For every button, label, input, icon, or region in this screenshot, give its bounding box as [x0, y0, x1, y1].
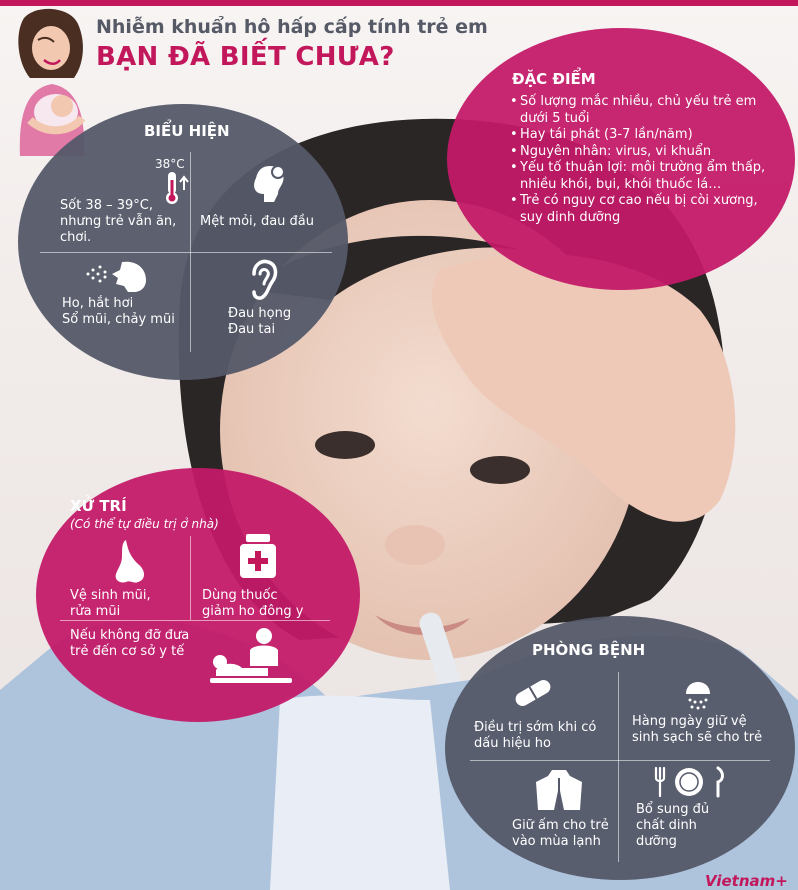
title-subheading: Nhiễm khuẩn hô hấp cấp tính trẻ em — [96, 16, 488, 38]
prevention-nutrition — [636, 802, 709, 850]
list-item: • Nguyên nhân: virus, vi khuẩn — [510, 144, 780, 161]
divider — [470, 760, 770, 761]
list-item: • Hay tái phát (3-7 lần/năm) — [510, 127, 780, 144]
symptom-fever-line1: Sốt 38 – 39°C, — [60, 198, 153, 213]
treatment-doctor-line1: Nếu không đỡ đưa — [70, 628, 190, 643]
symptom-sore-throat — [228, 306, 291, 338]
prevention-heading: PHÒNG BỆNH — [532, 641, 646, 659]
symptom-fever-line2: nhưng trẻ vẫn ăn, — [60, 214, 177, 229]
divider — [618, 672, 619, 862]
treatment-medicine-line2: giảm ho đông y — [202, 604, 304, 619]
symptoms-heading: BIỂU HIỆN — [144, 122, 230, 140]
doctor-patient-icon — [206, 626, 296, 688]
prevention-early-line1: Điều trị sớm khi có — [474, 720, 597, 735]
divider — [40, 252, 332, 253]
temperature-label: 38°C — [155, 157, 185, 171]
symptom-cough-line2: Sổ mũi, chảy mũi — [62, 312, 175, 327]
symptom-fever — [60, 198, 176, 246]
treatment-heading: XỬ TRÍ — [70, 497, 127, 515]
list-item: • Số lượng mắc nhiều, chủ yếu trẻ em dưới 5 tuổi — [510, 94, 780, 127]
brand-logo: Vietnam+ — [705, 872, 788, 890]
treatment-doctor-line2: trẻ đến cơ sở y tế — [70, 644, 185, 659]
treatment-note: (Có thể tự điều trị ở nhà) — [70, 517, 219, 531]
prevention-nutrition-line2: chất dinh — [636, 818, 697, 833]
prevention-warm — [512, 818, 609, 850]
ear-icon — [246, 258, 278, 300]
prevention-hygiene-line2: sinh sạch sẽ cho trẻ — [632, 730, 763, 745]
treatment-doctor — [70, 628, 189, 660]
treatment-nose-line2: rửa mũi — [70, 604, 121, 619]
prevention-early-line2: dấu hiệu ho — [474, 736, 552, 751]
list-item: • Trẻ có nguy cơ cao nếu bị còi xương, suy dinh dưỡng — [510, 193, 780, 226]
treatment-medicine-line1: Dùng thuốc — [202, 588, 278, 603]
characteristics-list — [510, 94, 780, 226]
prevention-early — [474, 720, 596, 752]
pill-icon — [510, 680, 556, 706]
treatment-medicine — [202, 588, 303, 620]
prevention-hygiene-line1: Hàng ngày giữ vệ — [632, 714, 747, 729]
treatment-nose-line1: Vệ sinh mũi, — [70, 588, 151, 603]
symptom-fever-line3: chơi. — [60, 230, 92, 245]
divider — [190, 536, 191, 620]
symptom-cough-line1: Ho, hắt hơi — [62, 296, 134, 311]
list-item: • Yếu tố thuận lợi: môi trường ẩm thấp, nhiều khói, bụi, khói thuốc lá… — [510, 160, 780, 193]
divider — [60, 620, 330, 621]
symptom-sore-throat-line1: Đau họng — [228, 306, 292, 321]
prevention-nutrition-line1: Bổ sung đủ — [636, 802, 710, 817]
prevention-nutrition-line3: dưỡng — [636, 834, 677, 849]
prevention-warm-line2: vào mùa lạnh — [512, 834, 601, 849]
symptom-cough — [62, 296, 175, 328]
symptom-sore-throat-line2: Đau tai — [228, 322, 276, 337]
treatment-nose — [70, 588, 151, 620]
title-heading: BẠN ĐÃ BIẾT CHƯA? — [96, 42, 395, 72]
sneeze-icon — [84, 258, 148, 294]
characteristics-heading: ĐẶC ĐIỂM — [512, 70, 596, 88]
prevention-hygiene — [632, 714, 762, 746]
tired-head-icon — [244, 162, 288, 206]
medicine-bottle-icon — [238, 532, 278, 580]
nose-icon — [108, 538, 152, 584]
prevention-warm-line1: Giữ ấm cho trẻ — [512, 818, 609, 833]
jacket-icon — [534, 768, 584, 812]
shower-icon — [682, 680, 714, 710]
plate-cutlery-icon — [652, 766, 726, 798]
top-accent-bar — [0, 0, 798, 6]
symptom-tired: Mệt mỏi, đau đầu — [200, 214, 314, 229]
